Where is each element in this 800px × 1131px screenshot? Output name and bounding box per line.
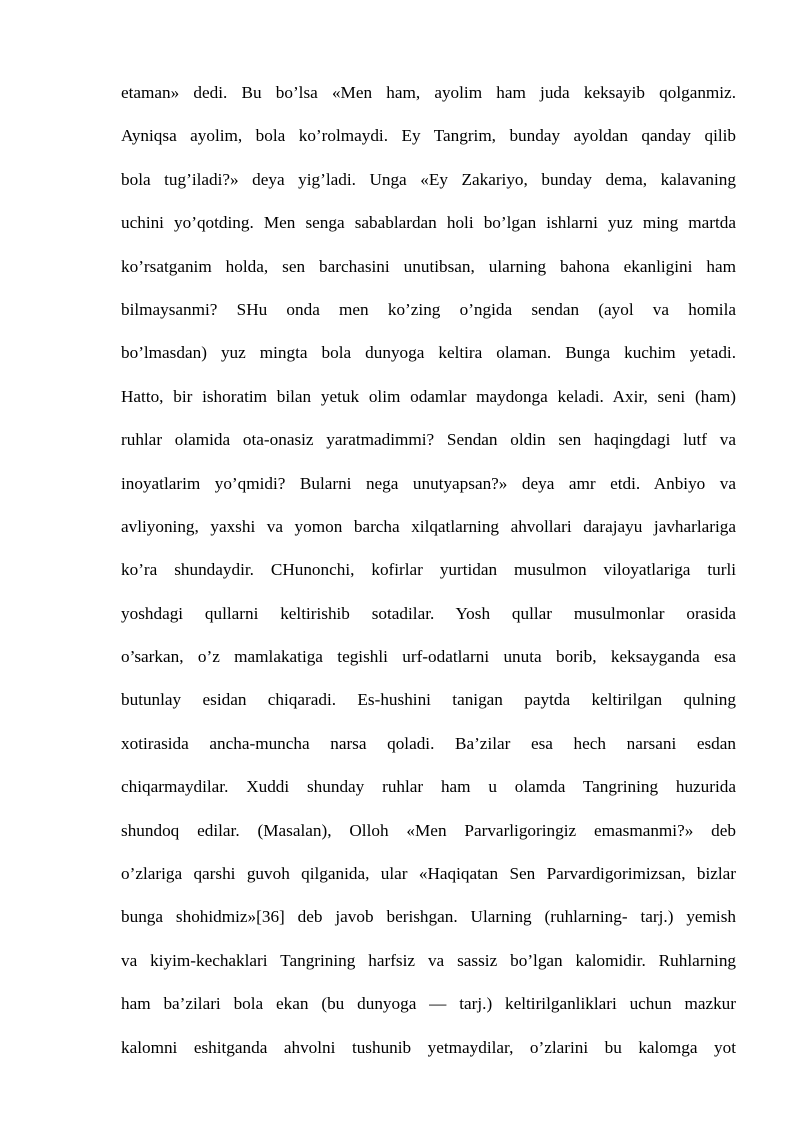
text-line: inoyatlarim yo’qmidi? Bularni nega unutyapsan?» deya amr etdi. Anbiyo va (121, 473, 736, 493)
text-line: avliyoning, yaxshi va yomon barcha xilqatlarning ahvollari darajayu javharlariga (121, 516, 736, 536)
text-line: etaman» dedi. Bu bo’lsa «Men ham, ayolim ham juda keksayib qolganmiz. (121, 83, 736, 102)
text-line: ko’rsatganim holda, sen barchasini unutibsan, ularning bahona ekanligini ham (121, 256, 736, 276)
text-line: bola tug’iladi?» deya yig’ladi. Unga «Ey Zakariyo, bunday dema, kalavaning (121, 169, 736, 189)
text-line: ruhlar olamida ota-onasiz yaratmadimmi? Sendan oldin sen haqingdagi lutf va (121, 430, 736, 450)
text-line: uchini yo’qotding. Men senga sabablardan holi bo’lgan ishlarni yuz ming martda (121, 213, 736, 233)
text-line: kalomni eshitganda ahvolni tushunib yetmaydilar, o’zlarini bu kalomga yot (121, 1037, 736, 1057)
text-line: Hatto, bir ishoratim bilan yetuk olim odamlar maydonga keladi. Axir, seni (ham) (121, 386, 736, 406)
text-line: shundoq edilar. (Masalan), Olloh «Men Parvarligoringiz emasmanmi?» deb (121, 820, 736, 840)
text-line: ko’ra shundaydir. CHunonchi, kofirlar yurtidan musulmon viloyatlariga turli (121, 560, 736, 580)
text-line: va kiyim-kechaklari Tangrining harfsiz va sassiz bo’lgan kalomidir. Ruhlarning (121, 950, 736, 970)
body-text (121, 71, 736, 1069)
text-line: bo’lmasdan) yuz mingta bola dunyoga keltira olaman. Bunga kuchim yetadi. (121, 343, 736, 363)
text-line: Ayniqsa ayolim, bola ko’rolmaydi. Ey Tangrim, bunday ayoldan qanday qilib (121, 126, 736, 146)
text-line: yoshdagi qullarni keltirishib sotadilar. Yosh qullar musulmonlar orasida (121, 603, 736, 623)
text-line: bunga shohidmiz»[36] deb javob berishgan. Ularning (ruhlarning- tarj.) yemish (121, 907, 736, 927)
text-line: chiqarmaydilar. Xuddi shunday ruhlar ham u olamda Tangrining huzurida (121, 777, 736, 797)
text-line: o’zlariga qarshi guvoh qilganida, ular «Haqiqatan Sen Parvardigorimizsan, bizlar (121, 864, 736, 884)
text-line: butunlay esidan chiqaradi. Es-hushini tanigan paytda keltirilgan qulning (121, 690, 736, 710)
text-line: ham ba’zilari bola ekan (bu dunyoga — tarj.) keltirilganliklari uchun mazkur (121, 994, 736, 1014)
text-line: xotirasida ancha-muncha narsa qoladi. Ba’zilar esa hech narsani esdan (121, 733, 736, 753)
text-line: o’sarkan, o’z mamlakatiga tegishli urf-odatlarni unuta borib, keksayganda esa (121, 647, 736, 667)
text-line: bilmaysanmi? SHu onda men ko’zing o’ngida sendan (ayol va homila (121, 299, 736, 319)
